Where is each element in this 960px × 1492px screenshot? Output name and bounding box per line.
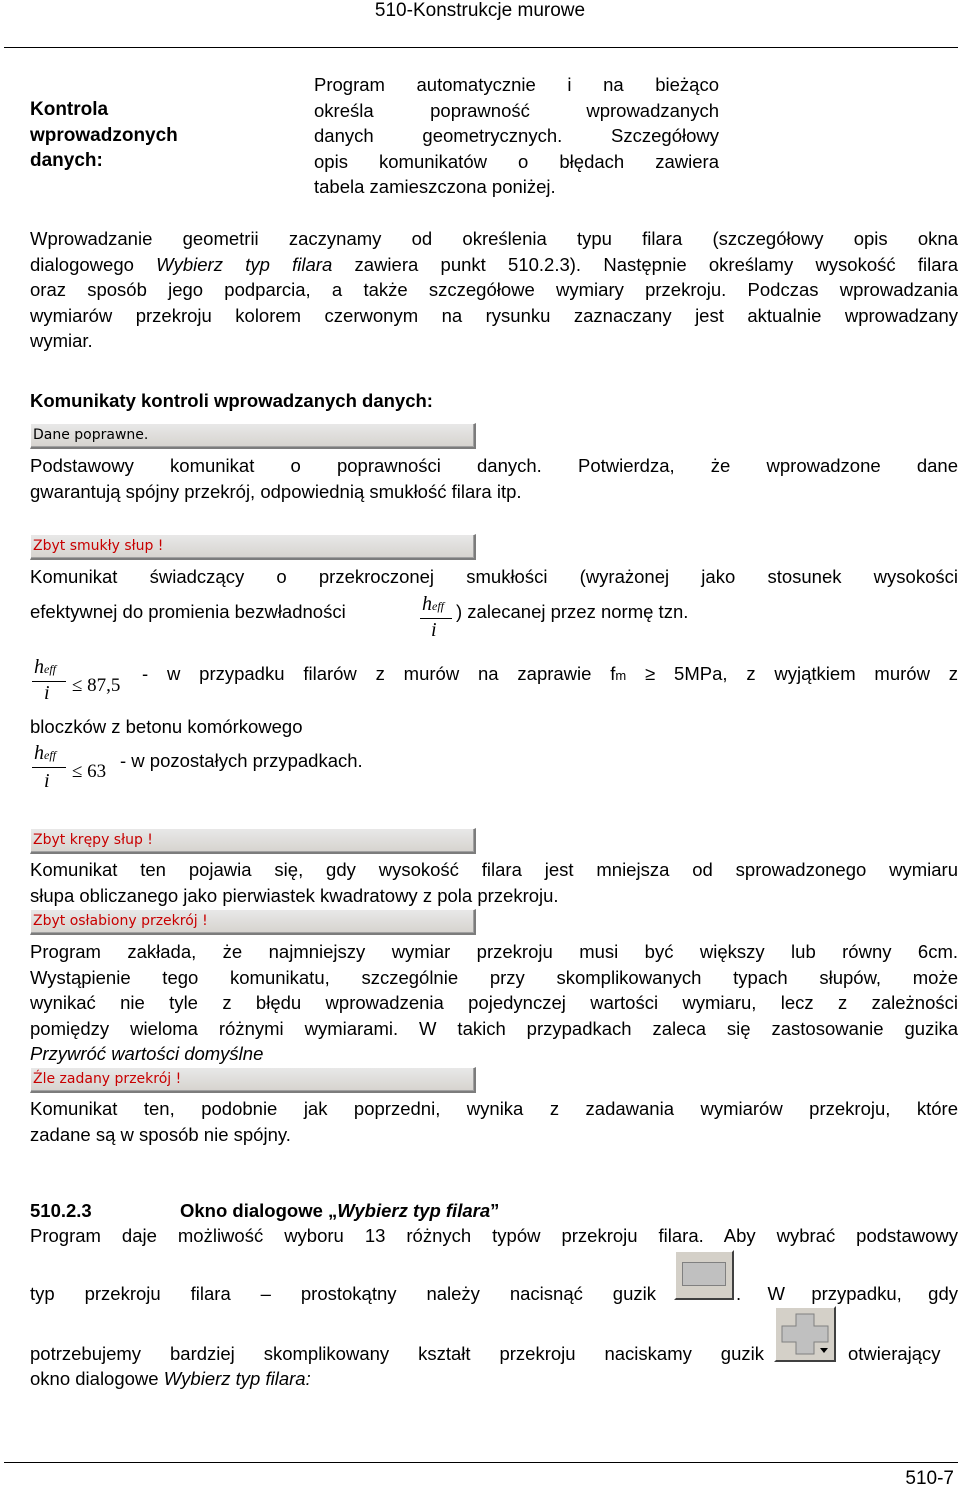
complex-section-icon xyxy=(776,1308,834,1360)
message-text: Zbyt krępy słup ! xyxy=(33,832,153,848)
dialog-name-reference: Wybierz typ filara: xyxy=(163,1368,311,1389)
message-bar-slender xyxy=(30,534,476,560)
paragraph-line: ) zalecanej przez normę tzn. xyxy=(456,601,689,622)
intro-label-line: Kontrola xyxy=(30,99,109,120)
paragraph-line: Wystąpienie tego komunikatu, szczególnie przy skomplikowanych typach słupów, może xyxy=(30,966,958,988)
header-rule xyxy=(4,47,958,48)
section-title: Okno dialogowe „Wybierz typ filara” xyxy=(180,1200,500,1221)
message-bar-weakened xyxy=(30,909,476,935)
message-stocky-description xyxy=(30,857,958,908)
message-text: Zbyt osłabiony przekrój ! xyxy=(33,913,208,929)
dialog-name-reference: Wybierz typ filara xyxy=(156,253,333,275)
paragraph-line: Wprowadzanie geometrii zaczynamy od określenia typu filara (szczegółowy opis okna xyxy=(30,228,958,249)
rectangular-section-button[interactable] xyxy=(674,1250,734,1300)
fraction-line xyxy=(32,767,66,768)
message-bar-bad-section xyxy=(30,1067,476,1093)
paragraph-line: potrzebujemy bardziej skomplikowany kształt przekroju naciskamy guzik xyxy=(30,1343,764,1364)
paragraph-line: Komunikat ten pojawia się, gdy wysokość filara jest mniejsza od sprowadzonego wymiaru xyxy=(30,859,958,880)
geometry-paragraph xyxy=(30,226,958,354)
intro-desc-line: tabela zamieszczona poniżej. xyxy=(314,176,556,197)
paragraph-line: otwierający xyxy=(848,1343,941,1364)
intro-description xyxy=(314,72,719,200)
footer-rule xyxy=(4,1462,958,1463)
paragraph-line: gwarantują spójny przekrój, odpowiednią smukłość filara itp. xyxy=(30,480,522,502)
intro-desc-line: określa poprawność wprowadzanych xyxy=(314,99,719,121)
condition-1-text: - w przypadku filarów z murów na zaprawie fm ≥ 5MPa, z wyjątkiem murów z xyxy=(142,663,959,684)
paragraph-line: okno dialogowe Wybierz typ filara: xyxy=(30,1368,311,1389)
paragraph-line: wymiar. xyxy=(30,330,93,351)
rectangle-section-icon xyxy=(682,1262,726,1286)
section-number: 510.2.3 xyxy=(30,1200,92,1221)
paragraph-line: wynikać nie tyle z błędu wprowadzenia pojedynczej wartości wymiaru, lecz z zależności xyxy=(30,992,958,1013)
message-bar-ok xyxy=(30,423,476,449)
message-weakened-description xyxy=(30,939,958,1067)
intro-label xyxy=(30,97,290,174)
condition-2-text: - w pozostałych przypadkach. xyxy=(120,750,363,771)
message-bar-stocky xyxy=(30,828,476,854)
paragraph-line: Podstawowy komunikat o poprawności danych. Potwierdza, że wprowadzone dane xyxy=(30,455,958,476)
paragraph-line: Program zakłada, że najmniejszy wymiar przekroju musi być większy lub równy 6cm. xyxy=(30,941,958,962)
message-bad-description xyxy=(30,1096,958,1147)
paragraph-line: . W przypadku, gdy xyxy=(736,1283,958,1304)
paragraph-line: typ przekroju filara – prostokątny należy nacisnąć guzik xyxy=(30,1283,656,1304)
paragraph-line: Komunikat ten, podobnie jak poprzedni, wynika z zadawania wymiarów przekroju, które xyxy=(30,1098,958,1119)
messages-heading: Komunikaty kontroli wprowadzanych danych: xyxy=(30,390,433,411)
paragraph-line: pomiędzy wieloma różnymi wymiarami. W takich przypadkach zaleca się zastosowanie guzika xyxy=(30,1017,958,1039)
message-ok-description xyxy=(30,453,958,504)
paragraph-line: bloczków z betonu komórkowego xyxy=(30,716,303,737)
intro-desc-line: danych geometrycznych. Szczegółowy xyxy=(314,125,719,146)
page-header-title: 510-Konstrukcje murowe xyxy=(374,0,586,21)
intro-label-line: danych: xyxy=(30,150,103,171)
paragraph-line: zadane są w sposób nie spójny. xyxy=(30,1123,291,1145)
message-text: Zbyt smukły słup ! xyxy=(33,538,164,554)
paragraph-line: efektywnej do promienia bezwładności xyxy=(30,601,346,622)
paragraph-line: słupa obliczanego jako pierwiastek kwadratowy z pola przekroju. xyxy=(30,884,559,906)
intro-desc-line: Program automatycznie i na bieżąco xyxy=(314,74,719,95)
intro-label-line: wprowadzonych xyxy=(30,124,178,146)
paragraph-line: Program daje możliwość wyboru 13 różnych typów przekroju filara. Aby wybrać podstawowy xyxy=(30,1225,958,1246)
section-type-dropdown-button[interactable] xyxy=(774,1306,836,1362)
page-number: 510-7 xyxy=(905,1468,954,1489)
paragraph-line: dialogowego Wybierz typ filara zawiera punkt 510.2.3). Następnie określamy wysokość filara xyxy=(30,253,958,275)
message-text: Źle zadany przekrój ! xyxy=(33,1071,182,1087)
restore-defaults-reference: Przywróć wartości domyślne xyxy=(30,1043,264,1064)
paragraph-line: oraz sposób jego podparcia, a także szczegółowe wymiary przekroju. Podczas wprowadzania xyxy=(30,279,958,300)
paragraph-line: wymiarów przekroju kolorem czerwonym na rysunku zaznaczany jest aktualnie wprowadzany xyxy=(30,304,958,326)
paragraph-line: Komunikat świadczący o przekroczonej smukłości (wyrażonej jako stosunek wysokości xyxy=(30,566,958,587)
message-text: Dane poprawne. xyxy=(33,427,149,443)
intro-desc-line: opis komunikatów o błędach zawiera xyxy=(314,150,719,172)
